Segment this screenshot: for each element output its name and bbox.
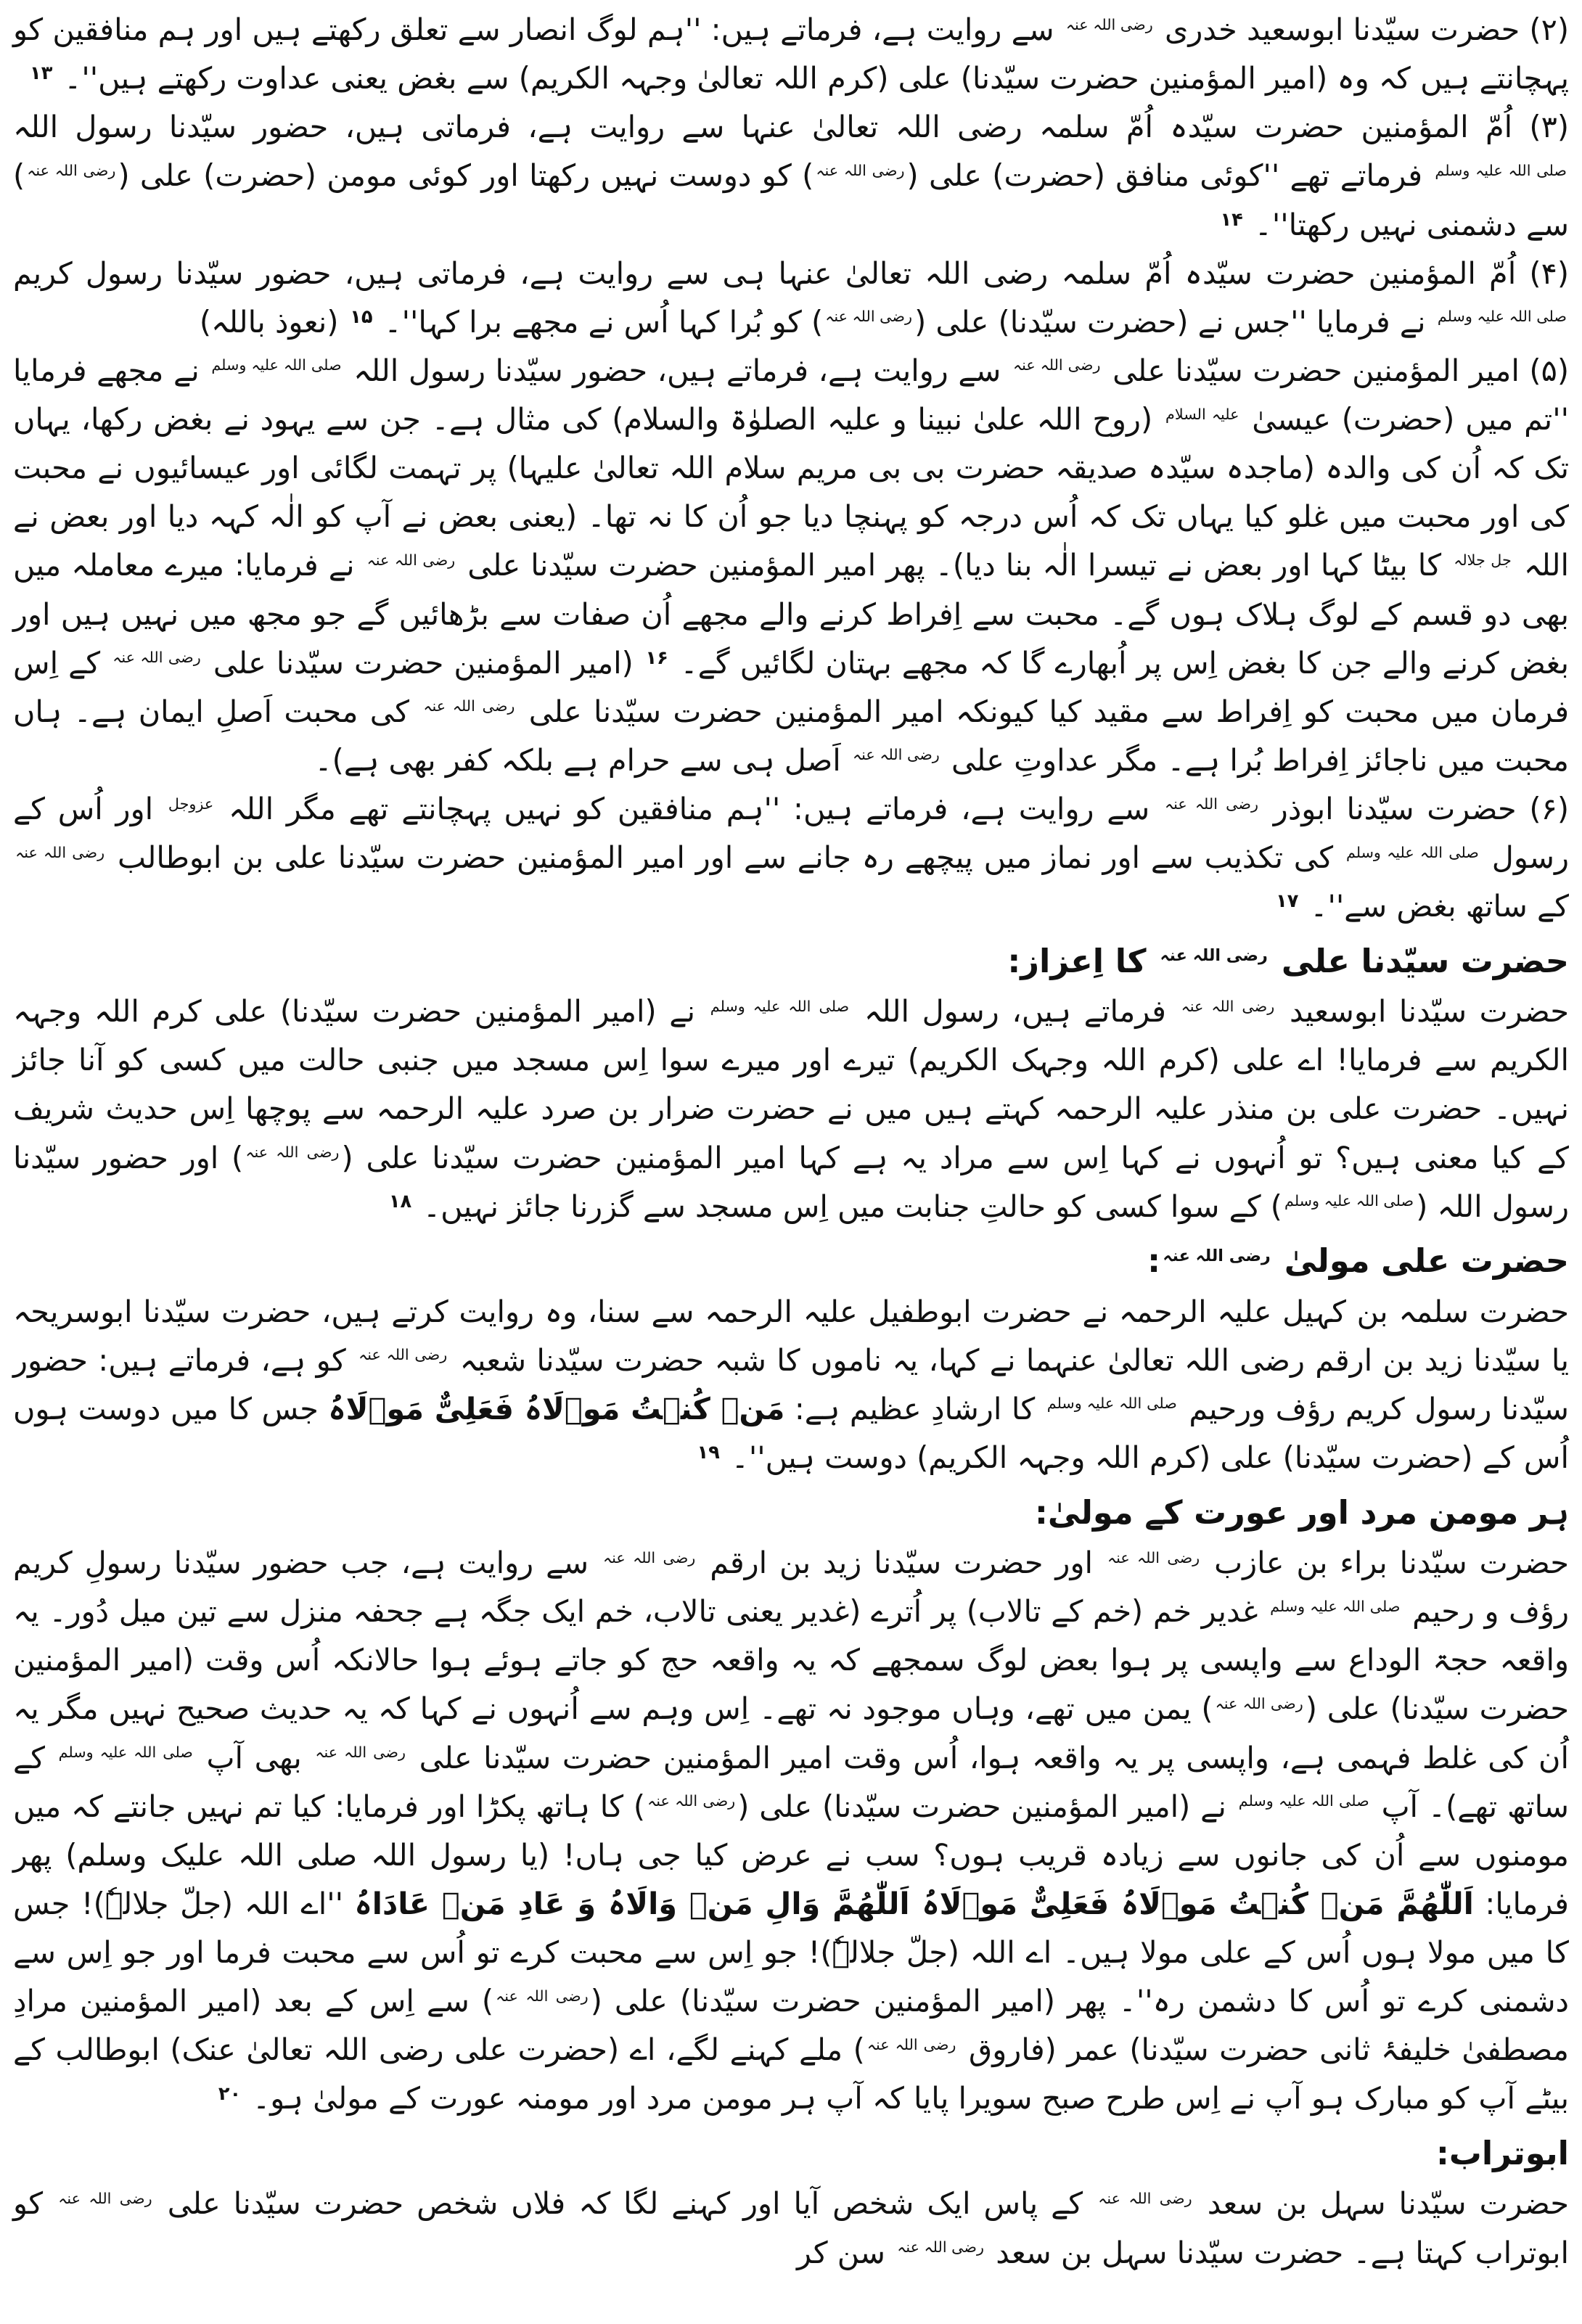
honorific: عزوجل [168, 794, 214, 813]
footnote-ref: ۱۸ [388, 1190, 412, 1212]
honorific: علیہ السلام [1165, 405, 1239, 423]
arabic-quote: مَنۡ کُنۡتُ مَوۡلَاہُ فَعَلِیٌّ مَوۡلَاہُ [328, 1391, 785, 1426]
text-run: (امیر المؤمنین حضرت سیّدنا علی [202, 645, 644, 681]
text-run: (۳) اُمّ المؤمنین حضرت سیّدہ اُمّ سلمہ رضی اللہ تعالیٰ عنہا سے روایت ہے، فرماتی ہیں، حضور سیّدنا رسول اللہ [13, 110, 1569, 145]
footnote-ref: ۱۵ [350, 305, 373, 328]
text-run: (۴) اُمّ المؤمنین حضرت سیّدہ اُمّ سلمہ رضی اللہ تعالیٰ عنہا ہی سے روایت ہے، فرماتی ہیں، حضور سیّدنا رسول کریم [13, 255, 1569, 291]
footnote-ref: ۱۹ [697, 1442, 720, 1464]
honorific: رضی اللہ عنہ [58, 2189, 152, 2207]
section-heading [13, 1235, 1569, 1287]
paragraph [13, 2180, 1569, 2277]
honorific: رضی اللہ عنہ [1065, 15, 1153, 33]
text-run: سن کر [796, 2235, 895, 2270]
paragraph [13, 1288, 1569, 1483]
honorific: رضی اللہ عنہ [27, 161, 116, 179]
text-run: نے فرمایا: میرے معاملہ میں بھی دو قسم کے لوگ ہلاک ہوں گے۔ محبت سے اِفراط کرنے والے مجھے اُن صفات سے بڑھائیں گے جو مجھ میں نہیں ہیں اور بغض کرنے والے جن کا بغض اِس پر اُبھارے گا کہ مجھے بہتان لگائیں گے۔ [13, 548, 1569, 681]
honorific: رضی اللہ عنہ [366, 551, 456, 569]
honorific: رضی اللہ عنہ [1107, 1548, 1200, 1567]
text-run: کو ابوتراب کہتا ہے۔ حضرت سیّدنا سہل بن سعد [13, 2186, 1569, 2270]
text-run: کا بیٹا کہا اور بعض نے تیسرا الٰہ بنا دیا)۔ پھر امیر المؤمنین حضرت سیّدنا علی [457, 548, 1452, 583]
footnote-ref: ۱۴ [1220, 208, 1243, 231]
text-run: کے ساتھ تھے)۔ آپ [13, 1740, 1569, 1824]
arabic-quote: اَللّٰھُمَّ مَنۡ کُنۡتُ مَوۡلَاہُ فَعَلِیٌّ مَوۡلَاہُ اَللّٰھُمَّ وَالِ مَنۡ وَالَاہُ وَ عَادِ مَنۡ عَادَاہُ [354, 1886, 1474, 1921]
text-run: اَصل ہی سے حرام ہے بلکہ کفر بھی ہے)۔ [314, 742, 851, 778]
text-run: حضرت سیّدنا سہل بن سعد [1194, 2186, 1569, 2222]
paragraph [13, 6, 1569, 103]
honorific: صلی اللہ علیہ وسلم [1046, 1395, 1177, 1413]
text-run: حضرت سیّدنا ابوسعید [1276, 994, 1570, 1030]
paragraph [13, 988, 1569, 1231]
honorific: رضی اللہ عنہ [15, 843, 105, 861]
section-heading [13, 2127, 1569, 2180]
honorific: صلی اللہ علیہ وسلم [1284, 1192, 1414, 1210]
text-run: کی محبت اَصلِ ایمان ہے۔ ہاں محبت میں ناجائز اِفراط بُرا ہے۔ مگر عداوتِ علی [13, 694, 1569, 778]
text-run: سے روایت ہے، جب حضور سیّدنا رسولِ کریم رؤف و رحیم [13, 1545, 1570, 1630]
text-run: نے مجھے فرمایا ''تم میں (حضرت) عیسیٰ [13, 353, 1569, 437]
paragraph [13, 785, 1569, 931]
footnote-ref: ۱۶ [645, 646, 668, 669]
footnote-ref: ۱۷ [1276, 890, 1299, 913]
text-run: غدیر خم (خم کے تالاب) پر اُترے (غدیر یعنی تالاب، خم ایک جگہ ہے جحفہ منزل سے تین میل دُور۔ یہ واقعہ حجۃ الوداع سے واپسی پر ہوا بعض لوگ سمجھے کہ یہ واقعہ حج کو جاتے ہوئے ہوا حالانکہ اُس وقت (امیر المؤمنین حضرت سیّدنا) علی ( [13, 1594, 1569, 1727]
text-run: (نعوذ باللہ) [199, 304, 348, 340]
text-run: (روح اللہ علیٰ نبینا و علیہ الصلوٰۃ والسلام) کی مثال ہے۔ جن سے یہود نے بغض رکھا، یہاں تک کہ اُن کی والدہ (ماجدہ سیّدہ صدیقہ حضرت بی بی مریم سلام اللہ تعالیٰ علیہا) پر تہمت لگائی اور عیسائیوں نے محبت کی اور محبت میں غلو کیا یہاں تک کہ اُس درجہ کو پہنچا دیا جو اُن کا نہ تھا۔ (یعنی بعض نے آپ کو الٰہ کہہ دیا اور بعض نے اللہ [13, 402, 1569, 583]
text-run: ) اور حضور سیّدنا رسول اللہ ( [13, 1140, 1569, 1224]
text-run: ) سے اِس کے بعد (امیر المؤمنین مرادِ مصطفیٰ خلیفۂ ثانی حضرت سیّدنا) عمر (فاروق [13, 1984, 1569, 2068]
honorific: رضی اللہ عنہ [1165, 794, 1258, 813]
text-run: ) کے سوا کسی کو حالتِ جنابت میں اِس مسجد سے گزرنا جائز نہیں۔ [413, 1188, 1282, 1224]
honorific: رضی اللہ عنہ [1098, 2189, 1192, 2207]
text-run: فرماتے تھے ''کوئی منافق (حضرت) علی ( [906, 158, 1433, 194]
honorific: رضی اللہ عنہ [1215, 1694, 1303, 1712]
footnote-ref: ۲۰ [218, 2082, 242, 2105]
footnote-ref: ۱۳ [30, 62, 53, 85]
text-run: سے روایت ہے، فرماتے ہیں: ''ہم منافقین کو نہیں پہچانتے تھے مگر اللہ [216, 792, 1163, 826]
text-run: ) ملے کہنے لگے، اے (حضرت علی رضی اللہ تعالیٰ عنک) ابوطالب کے بیٹے آپ کو مبارک ہو آپ نے اِس طرح صبح سویرا پایا کہ آپ ہر مومن مرد اور مومنہ عورت کے مولیٰ ہو۔ [13, 2032, 1569, 2116]
honorific: رضی اللہ عنہ [423, 697, 515, 715]
text-run: : [1147, 1241, 1160, 1281]
honorific: صلی اللہ علیہ وسلم [1238, 1792, 1369, 1810]
honorific: رضی اللہ عنہ [112, 649, 201, 667]
honorific: رضی اللہ عنہ [1012, 356, 1101, 374]
honorific: صلی اللہ علیہ وسلم [211, 356, 342, 374]
text-run: سے روایت ہے، فرماتے ہیں: ''ہم لوگ انصار سے تعلق رکھتے ہیں اور ہم منافقین کو پہچانتے ہیں کہ وہ (امیر المؤمنین حضرت سیّدنا) علی (کرم اللہ تعالیٰ وجہہ الکریم) سے بغض یعنی عداوت رکھتے ہیں''۔ [13, 12, 1569, 97]
honorific: صلی اللہ علیہ وسلم [1437, 308, 1567, 326]
text-run: حضرت سیّدنا علی [1270, 941, 1569, 980]
text-run: ) کو بُرا کہا اُس نے مجھے برا کہا''۔ [374, 304, 824, 340]
text-run: کے اِس فرمان میں محبت کو اِفراط سے مقید کیا کیونکہ امیر المؤمنین حضرت سیّدنا علی [13, 645, 1569, 729]
text-run: فرماتے ہیں، رسول اللہ [851, 994, 1179, 1030]
text-run: نے (امیر المؤمنین حضرت سیّدنا) علی کرم اللہ وجہہ الکریم سے فرمایا! اے علی (کرم اللہ وجہک الکریم) تیرے اور میرے سوا اِس مسجد میں جنبی حالت میں کسی کو آنا جائز نہیں۔ حضرت علی بن منذر علیہ الرحمہ کہتے ہیں میں نے حضرت ضرار بن صرد علیہ الرحمہ سے پوچھا اِس حدیث شریف کے کیا معنی ہیں؟ تو اُنہوں نے کہا اِس سے مراد یہ ہے کہا امیر المؤمنین حضرت سیّدنا علی ( [13, 994, 1569, 1175]
text-run: ابوتراب: [1435, 2133, 1569, 2172]
honorific: جل جلالہ [1454, 551, 1512, 569]
honorific: رضی اللہ عنہ [1181, 997, 1275, 1015]
text-run: کے ساتھ بغض سے''۔ [1300, 889, 1569, 924]
text-run: کا ارشادِ عظیم ہے: [784, 1391, 1045, 1426]
text-run: حضرت سیّدنا براء بن عازب [1202, 1545, 1569, 1581]
text-run: حضرت علی مولیٰ [1273, 1241, 1569, 1281]
paragraph [13, 103, 1569, 249]
text-run: ) کو دوست نہیں رکھتا اور کوئی مومن (حضرت) علی ( [118, 158, 814, 194]
text-run: بھی آپ [194, 1740, 313, 1775]
honorific: صلی اللہ علیہ وسلم [1435, 161, 1567, 179]
text-run: نے فرمایا ''جس نے (حضرت سیّدنا) علی ( [914, 304, 1435, 340]
text-run: ''اے اللہ (جلّ جلالہٗ)! جس کا میں مولا ہوں اُس کے علی مولا ہیں۔ اے اللہ (جلّ جلالہٗ)! جو اِس سے محبت کرے تو اُس سے محبت فرما اور جو اِس سے دشمنی کرے تو اُس کا دشمن رہ''۔ پھر (امیر المؤمنین حضرت سیّدنا) علی ( [13, 1886, 1569, 2019]
honorific: رضی اللہ عنہ [315, 1744, 406, 1762]
text-run: حضرت سلمہ بن کہیل علیہ الرحمہ نے حضرت ابوطفیل علیہ الرحمہ سے سنا، وہ روایت کرتے ہیں، حضرت سیّدنا ابوسریحہ یا سیّدنا زید بن ارقم رضی اللہ تعالیٰ عنہما نے کہا، یہ ناموں کا شبہ حضرت سیّدنا شعبہ [13, 1294, 1569, 1378]
honorific: رضی اللہ عنہ [897, 2238, 984, 2256]
text-run: کی تکذیب سے اور نماز میں پیچھے رہ جانے سے اور امیر المؤمنین حضرت سیّدنا علی بن ابوطالب [107, 840, 1344, 876]
honorific: رضی اللہ عنہ [853, 746, 940, 764]
text-run: (۶) حضرت سیّدنا ابوذر [1261, 792, 1569, 826]
text-run: کو ہے، فرماتے ہیں: حضور سیّدنا رسول کریم رؤف ورحیم [13, 1342, 1569, 1426]
honorific: صلی اللہ علیہ وسلم [1345, 843, 1479, 861]
section-heading [13, 1487, 1569, 1539]
section-heading [13, 935, 1569, 988]
paragraph [13, 250, 1569, 347]
text-run: ) یمن میں تھے، وہاں موجود نہ تھے۔ اِس وہم سے اُنہوں نے کہا کہ یہ حدیث صحیح نہیں مگر یہ اُن کی غلط فہمی ہے، واپسی پر یہ واقعہ ہوا، اُس وقت امیر المؤمنین حضرت سیّدنا علی [13, 1691, 1569, 1775]
honorific: رضی اللہ عنہ [866, 2035, 956, 2053]
honorific: رضی اللہ عنہ [603, 1548, 696, 1567]
honorific: صلی اللہ علیہ وسلم [1270, 1597, 1401, 1615]
text-run: اور اُس کے رسول [13, 792, 1569, 876]
honorific: رضی اللہ عنہ [825, 308, 913, 326]
text-run: ) سے دشمنی نہیں رکھتا''۔ [13, 158, 1569, 242]
text-run: اور حضرت سیّدنا زید بن ارقم [697, 1545, 1105, 1581]
text-run: کا اِعزاز: [1007, 941, 1158, 980]
honorific: رضی اللہ عنہ [647, 1792, 736, 1810]
text-run: سے روایت ہے، فرماتے ہیں، حضور سیّدنا رسول اللہ [343, 353, 1011, 388]
honorific: رضی اللہ عنہ [496, 1987, 589, 2005]
paragraph [13, 347, 1569, 785]
text-run: (۲) حضرت سیّدنا ابوسعید خدری [1155, 12, 1569, 47]
honorific: رضی اللہ عنہ [1160, 946, 1268, 966]
honorific: صلی اللہ علیہ وسلم [710, 997, 850, 1015]
honorific: رضی اللہ عنہ [245, 1143, 340, 1162]
text-run: ) کا ہاتھ پکڑا اور فرمایا: کیا تم نہیں جانتے کہ میں مومنوں سے اُن کی جانوں سے زیادہ قریب ہوں؟ سب نے عرض کیا جی ہاں! (یا رسول اللہ صلی اللہ علیک وسلم) پھر فرمایا: [13, 1789, 1569, 1921]
honorific: رضی اللہ عنہ [358, 1346, 448, 1364]
honorific: رضی اللہ عنہ [1163, 1246, 1271, 1265]
text-run: جس کا میں دوست ہوں اُس کے (حضرت سیّدنا) علی (کرم اللہ وجہہ الکریم) دوست ہیں''۔ [13, 1391, 1569, 1476]
text-run: نے (امیر المؤمنین حضرت سیّدنا) علی ( [737, 1789, 1237, 1824]
text-run: ہر مومن مرد اور عورت کے مولیٰ: [1034, 1492, 1569, 1532]
honorific: صلی اللہ علیہ وسلم [58, 1744, 193, 1762]
text-run: کے پاس ایک شخص آیا اور کہنے لگا کہ فلاں شخص حضرت سیّدنا علی [154, 2186, 1097, 2222]
paragraph [13, 1539, 1569, 2124]
honorific: رضی اللہ عنہ [816, 161, 905, 179]
text-run: (۵) امیر المؤمنین حضرت سیّدنا علی [1102, 353, 1569, 388]
